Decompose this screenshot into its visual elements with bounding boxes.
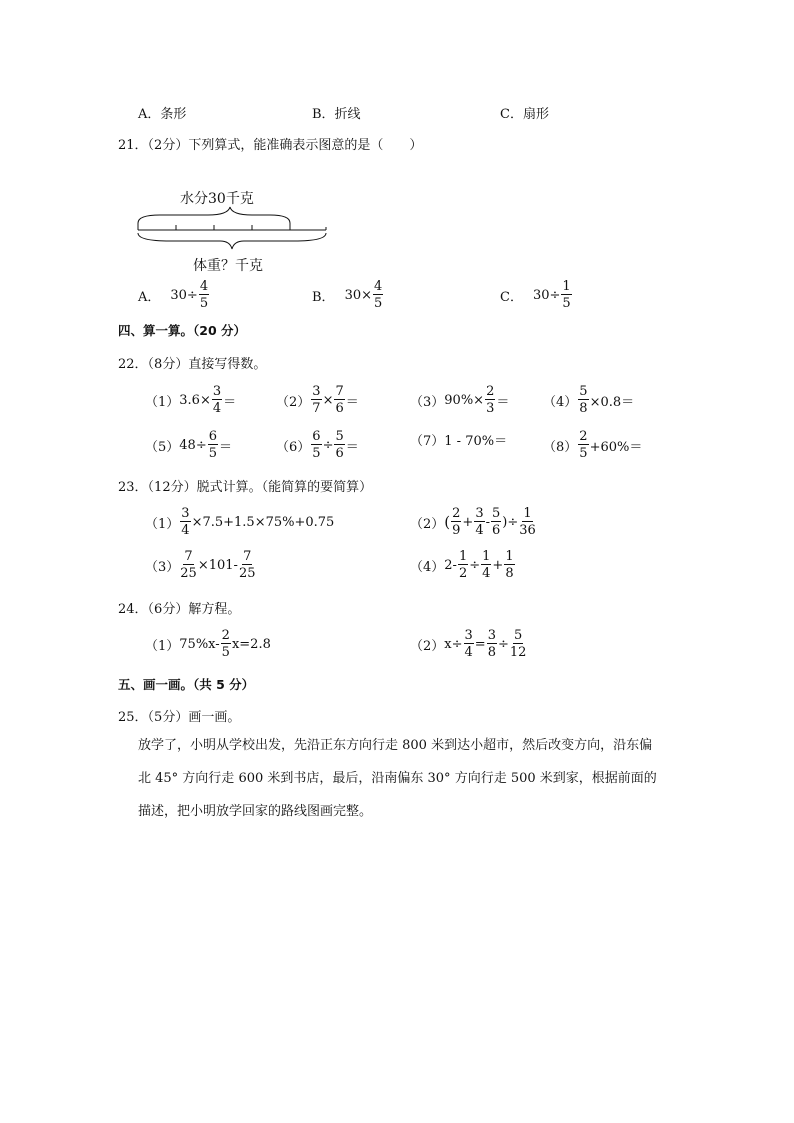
- option-prefix: A．: [138, 289, 161, 305]
- q22-item-3: [410, 385, 509, 415]
- denominator: 2: [458, 566, 468, 581]
- numerator: 3: [312, 384, 321, 399]
- denominator: 25: [180, 566, 197, 581]
- denominator: 8: [579, 401, 588, 416]
- denominator: 8: [487, 645, 496, 660]
- expr-part: 2-: [444, 557, 457, 573]
- fraction: [458, 550, 468, 580]
- denominator: 6: [492, 523, 501, 538]
- numerator: 1: [458, 549, 468, 564]
- numerator: 6: [208, 429, 217, 444]
- numerator: 1: [523, 506, 532, 521]
- fraction: [510, 629, 527, 659]
- denominator: 4: [464, 645, 473, 660]
- expr-part: 3.6×: [179, 392, 211, 408]
- q21-option-a: [138, 280, 210, 310]
- denominator: 12: [509, 645, 527, 660]
- expr-part: ×0.8＝: [589, 394, 635, 410]
- q23-stem: 23．（12分）脱式计算。（能简算的要简算）: [118, 480, 373, 495]
- q22-item-4: [543, 385, 634, 415]
- q25-stem: 25．（5分）画一画。: [118, 710, 241, 725]
- q21-stem: 21．（2分）下列算式，能准确表示图意的是（ ）: [118, 138, 423, 153]
- numerator: 7: [243, 549, 252, 564]
- numerator: 5: [335, 429, 344, 444]
- q22-item-6: [276, 430, 359, 460]
- expr-part: 30÷: [532, 287, 561, 303]
- numerator: 5: [514, 628, 523, 643]
- numerator: 5: [579, 384, 588, 399]
- q22-item-8: [543, 430, 642, 460]
- denominator: 6: [335, 401, 344, 416]
- denominator: 8: [505, 566, 514, 581]
- fraction: [373, 280, 383, 310]
- q23-item-2: [410, 507, 537, 537]
- q23-item-3: [145, 550, 256, 580]
- denominator: 5: [199, 296, 209, 311]
- expr-part: ÷: [469, 557, 481, 573]
- item-label: （5）: [145, 439, 180, 455]
- fraction: [485, 385, 495, 415]
- q22-stem: 22．（8分）直接写得数。: [118, 357, 267, 372]
- fraction: [504, 550, 514, 580]
- diagram-top-label: 水分30千克: [180, 191, 254, 207]
- numerator: 3: [464, 628, 473, 643]
- fraction: [519, 507, 536, 537]
- denominator: 3: [486, 401, 495, 416]
- item-label: （3）: [410, 394, 445, 410]
- fraction: [481, 550, 491, 580]
- item-label: （6）: [276, 439, 311, 455]
- segment-diagram: [130, 205, 335, 253]
- denominator: 36: [519, 523, 536, 538]
- expr-part: +60%＝: [589, 439, 643, 455]
- expr-part: +: [462, 514, 474, 530]
- denominator: 5: [221, 645, 230, 660]
- fraction: [491, 507, 501, 537]
- denominator: 5: [312, 446, 321, 461]
- expr-part: ＝: [345, 394, 359, 410]
- q21-option-c: [500, 280, 573, 310]
- fraction: [561, 280, 571, 310]
- denominator: 4: [212, 401, 222, 416]
- numerator: 3: [487, 628, 496, 643]
- expr-part: 30÷: [170, 287, 198, 303]
- expr-part: ＝: [223, 394, 237, 410]
- q24-stem: 24．（6分）解方程。: [118, 602, 241, 617]
- denominator: 7: [312, 401, 321, 416]
- fraction: [578, 385, 588, 415]
- fraction: [334, 385, 344, 415]
- item-label: （1）: [145, 516, 180, 532]
- numerator: 6: [312, 429, 321, 444]
- fraction: [199, 280, 209, 310]
- item-label: （3）: [145, 559, 180, 575]
- expr-part: x=2.8: [231, 636, 271, 652]
- denominator: 4: [181, 523, 190, 538]
- q24-item-1: [145, 629, 271, 659]
- fraction: [208, 430, 218, 460]
- expr-part: ÷: [322, 437, 334, 453]
- numerator: 4: [374, 279, 383, 294]
- q24-item-2: [410, 629, 527, 659]
- fraction: [578, 430, 588, 460]
- item-label: （1）: [145, 394, 180, 410]
- denominator: 5: [208, 446, 217, 461]
- denominator: 5: [374, 296, 383, 311]
- fraction: [311, 385, 321, 415]
- q20-option-b: B．折线: [312, 107, 361, 122]
- numerator: 2: [452, 506, 461, 521]
- numerator: 3: [181, 506, 190, 521]
- numerator: 2: [579, 429, 588, 444]
- item-label: （4）: [543, 394, 578, 410]
- expr-part: x÷: [444, 636, 463, 652]
- expr-part: 30×: [344, 287, 372, 303]
- q21-option-b: [312, 280, 384, 310]
- q22-item-7: [410, 430, 507, 449]
- numerator: 3: [475, 506, 484, 521]
- q23-item-4: [410, 550, 516, 580]
- section-4-title: 四、算一算。（20 分）: [118, 323, 246, 338]
- q20-option-c: C．扇形: [500, 107, 549, 122]
- fraction: [221, 629, 231, 659]
- expr-part: (: [444, 513, 451, 531]
- fraction: [212, 385, 222, 415]
- expr-part: ×7.5+1.5×75%+0.75: [191, 514, 335, 530]
- item-label: （8）: [543, 439, 578, 455]
- expr-part: =: [474, 636, 486, 652]
- denominator: 4: [475, 523, 484, 538]
- fraction: [180, 550, 197, 580]
- fraction: [334, 430, 344, 460]
- numerator: 2: [486, 384, 495, 399]
- fraction: [464, 629, 474, 659]
- item-label: （4）: [410, 559, 445, 575]
- diagram-bottom-label: 体重？千克: [193, 258, 263, 274]
- expr-part: 75%x-: [179, 636, 220, 652]
- top-brace: [138, 207, 290, 223]
- expr-part: )÷: [502, 514, 519, 530]
- expr-part: ＝: [496, 394, 510, 410]
- bottom-brace: [138, 233, 326, 249]
- numerator: 1: [505, 549, 514, 564]
- item-label: （2）: [410, 516, 445, 532]
- expr-part: +: [492, 557, 504, 573]
- denominator: 5: [579, 446, 588, 461]
- numerator: 3: [212, 384, 222, 399]
- denominator: 6: [335, 446, 344, 461]
- denominator: 25: [238, 566, 256, 581]
- expr-part: -: [485, 514, 491, 530]
- item-label: （2）: [276, 394, 311, 410]
- expr-part: ＝: [345, 439, 359, 455]
- q22-item-2: [276, 385, 359, 415]
- numerator: 1: [562, 279, 571, 294]
- q25-body: 放学了，小明从学校出发，先沿正东方向行走 800 米到达小超市，然后改变方向，沿东偏北 45° 方向行走 600 米到书店，最后，沿南偏东 30° 方向行走 500 米到家，根据前面的描述，把小明放学回家的路线图画完整。: [138, 738, 657, 819]
- expr-part: 1 - 70%＝: [444, 434, 508, 449]
- numerator: 2: [221, 628, 230, 643]
- denominator: 4: [482, 566, 491, 581]
- fraction: [180, 507, 190, 537]
- option-prefix: C．: [500, 289, 523, 305]
- item-label: （7）: [410, 434, 445, 449]
- denominator: 9: [452, 523, 461, 538]
- item-label: （2）: [410, 638, 445, 654]
- expr-part: ×101-: [197, 557, 238, 573]
- option-prefix: B．: [312, 289, 335, 305]
- numerator: 4: [199, 279, 209, 294]
- fraction: [311, 430, 321, 460]
- fraction: [487, 629, 497, 659]
- fraction: [239, 550, 256, 580]
- numerator: 1: [482, 549, 491, 564]
- fraction: [474, 507, 484, 537]
- item-label: （1）: [145, 638, 180, 654]
- q22-item-1: [145, 385, 236, 415]
- q23-item-1: [145, 507, 334, 537]
- expr-part: ×: [322, 392, 334, 408]
- numerator: 7: [335, 384, 344, 399]
- expr-part: 90%×: [444, 392, 485, 408]
- expr-part: 48÷: [179, 437, 207, 453]
- section-5-title: 五、画一画。（共 5 分）: [118, 677, 255, 692]
- fraction: [451, 507, 461, 537]
- q22-item-5: [145, 430, 232, 460]
- expr-part: ＝: [219, 439, 233, 455]
- numerator: 7: [184, 549, 193, 564]
- denominator: 5: [562, 296, 571, 311]
- q20-option-a: A．条形: [138, 107, 187, 122]
- numerator: 5: [492, 506, 501, 521]
- expr-part: ÷: [497, 636, 509, 652]
